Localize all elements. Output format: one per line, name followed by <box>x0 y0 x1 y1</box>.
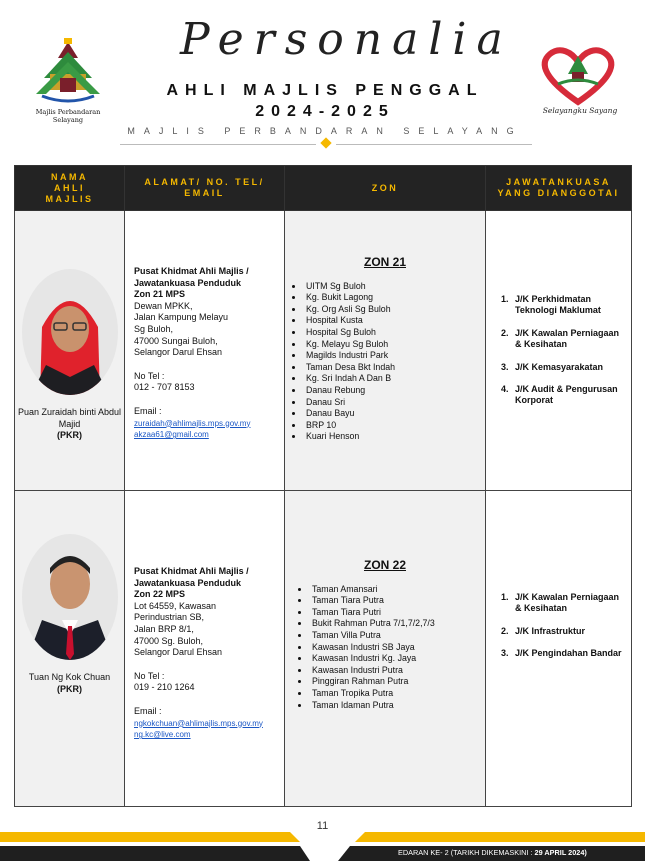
list-item: • Hospital Sg Buloh <box>304 327 484 339</box>
address-line: Jalan BRP 8/1, <box>134 623 194 634</box>
edaran-date: 29 APRIL 2024) <box>534 848 587 857</box>
party-label: (PKR) <box>57 683 82 694</box>
zone-title: ZON 22 <box>363 558 406 572</box>
list-item: • BRP 10 <box>304 420 484 432</box>
table-row <box>15 491 632 807</box>
ornament-line-left <box>120 144 316 145</box>
address-line: Lot 64559, Kawasan <box>134 600 217 611</box>
council-name: MAJLIS PERBANDARAN SELAYANG <box>127 126 523 136</box>
party-label: (PKR) <box>57 430 82 441</box>
address-line: Jalan Kampung Melayu <box>134 312 229 323</box>
address-line: Perindustrian SB, <box>134 612 205 623</box>
list-item: • Taman Amansari <box>310 584 484 596</box>
ornament-line-right <box>336 144 532 145</box>
email-link[interactable]: akzaa61@gmail.com <box>134 430 209 440</box>
office-line: Jawatankuasa Penduduk <box>134 277 242 288</box>
office-line: Zon 22 MPS <box>134 589 186 600</box>
list-item: • Kawasan Industri Kg. Jaya <box>310 653 484 665</box>
header-committee: JAWATANKUASA YANG DIANGGOTAI <box>486 166 632 211</box>
zone-area-list <box>286 584 484 712</box>
header-zone: ZON <box>285 166 486 211</box>
list-item: • Kg. Sri Indah A Dan B <box>304 373 484 385</box>
list-item: 2. J/K Infrastruktur <box>511 626 622 637</box>
councillor-photo <box>20 267 120 397</box>
councillor-cell <box>15 211 125 491</box>
script-title: Personalia <box>180 14 513 65</box>
office-line: Pusat Khidmat Ahli Majlis / <box>134 266 249 276</box>
list-item: • Magilds Industri Park <box>304 350 484 362</box>
councillor-cell <box>15 491 125 807</box>
list-item: • Pinggiran Rahman Putra <box>310 676 484 688</box>
list-item: 3. J/K Kemasyarakatan <box>511 362 622 373</box>
page-subtitle: AHLI MAJLIS PENGGAL <box>166 82 484 99</box>
committee-list <box>487 212 630 407</box>
table-row <box>15 211 632 491</box>
table-header-row <box>15 166 632 211</box>
councillor-name: Tuan Ng Kok Chuan <box>28 672 111 682</box>
address-cell <box>125 491 285 807</box>
email-link[interactable]: zuraidah@ahlimajlis.mps.gov.my <box>134 418 251 428</box>
list-item: • Kawasan Industri Putra <box>310 665 484 677</box>
header-name: NAMA AHLI MAJLIS <box>15 166 125 211</box>
logo-right-caption: Selayangku Sayang <box>542 106 618 115</box>
email-label: Email : <box>134 405 162 416</box>
address-line: 47000 Sungai Buloh, <box>134 335 218 346</box>
address-line: Dewan MPKK, <box>134 300 193 311</box>
zone-area-list <box>286 281 484 443</box>
list-item: • Taman Villa Putra <box>310 630 484 642</box>
list-item: 1. J/K Perkhidmatan Teknologi Maklumat <box>511 294 622 317</box>
list-item: • Taman Tropika Putra <box>310 688 484 700</box>
list-item: • Danau Sri <box>304 397 484 409</box>
page-number: 11 <box>316 820 329 832</box>
tel-number: 012 - 707 8153 <box>134 382 195 393</box>
list-item: • Bukit Rahman Putra 7/1,7/2,7/3 <box>310 618 484 630</box>
list-item: • Kawasan Industri SB Jaya <box>310 642 484 654</box>
list-item: • Kg. Melayu Sg Buloh <box>304 339 484 351</box>
committee-cell <box>486 491 632 807</box>
list-item: • Taman Desa Bkt Indah <box>304 362 484 374</box>
logo-left-caption: Majlis Perbandaran Selayang <box>35 108 101 124</box>
list-item: 3. J/K Pengindahan Bandar <box>511 648 622 659</box>
list-item: 2. J/K Kawalan Perniagaan & Kesihatan <box>511 328 622 351</box>
list-item: • Taman Tiara Putra <box>310 595 484 607</box>
email-link[interactable]: ngkokchuan@ahlimajlis.mps.gov.my <box>134 718 263 728</box>
office-line: Pusat Khidmat Ahli Majlis / <box>134 566 249 576</box>
councillor-name: Puan Zuraidah binti Abdul Majid <box>17 407 122 429</box>
list-item: • Taman Idaman Putra <box>310 700 484 712</box>
zone-cell <box>285 491 486 807</box>
header-address: ALAMAT/ NO. TEL/ EMAIL <box>125 166 285 211</box>
address-line: Selangor Darul Ehsan <box>134 647 223 658</box>
list-item: • Kg. Org Asli Sg Buloh <box>304 304 484 316</box>
list-item: • Kg. Bukit Lagong <box>304 292 484 304</box>
committee-cell <box>486 211 632 491</box>
mps-logo <box>26 38 110 122</box>
edaran-prefix: EDARAN KE- 2 (TARIKH DIKEMASKINI : <box>398 848 533 857</box>
list-item: 4. J/K Audit & Pengurusan Korporat <box>511 384 622 407</box>
committee-list <box>487 492 630 660</box>
tel-label: No Tel : <box>134 670 165 681</box>
councillor-table <box>14 165 632 807</box>
address-line: Selangor Darul Ehsan <box>134 347 223 358</box>
zone-title: ZON 21 <box>363 255 406 269</box>
list-item: • Danau Rebung <box>304 385 484 397</box>
email-link[interactable]: ng.kc@live.com <box>134 730 191 740</box>
tel-number: 019 - 210 1264 <box>134 682 195 693</box>
email-label: Email : <box>134 705 162 716</box>
list-item: • Taman Tiara Putri <box>310 607 484 619</box>
selayangku-sayang-logo <box>536 44 620 124</box>
list-item: 1. J/K Kawalan Perniagaan & Kesihatan <box>511 592 622 615</box>
term-years: 2024-2025 <box>255 103 395 120</box>
list-item: • Danau Bayu <box>304 408 484 420</box>
list-item: • Kuari Henson <box>304 431 484 443</box>
edaran-note <box>398 848 643 857</box>
office-line: Jawatankuasa Penduduk <box>134 577 242 588</box>
zone-cell <box>285 211 486 491</box>
diamond-ornament-icon <box>320 137 331 148</box>
office-line: Zon 21 MPS <box>134 289 186 300</box>
address-line: 47000 Sg. Buloh, <box>134 635 204 646</box>
tel-label: No Tel : <box>134 370 165 381</box>
list-item: • UITM Sg Buloh <box>304 281 484 293</box>
list-item: • Hospital Kusta <box>304 315 484 327</box>
councillor-photo <box>20 532 120 662</box>
address-line: Sg Buloh, <box>134 323 174 334</box>
address-cell <box>125 211 285 491</box>
